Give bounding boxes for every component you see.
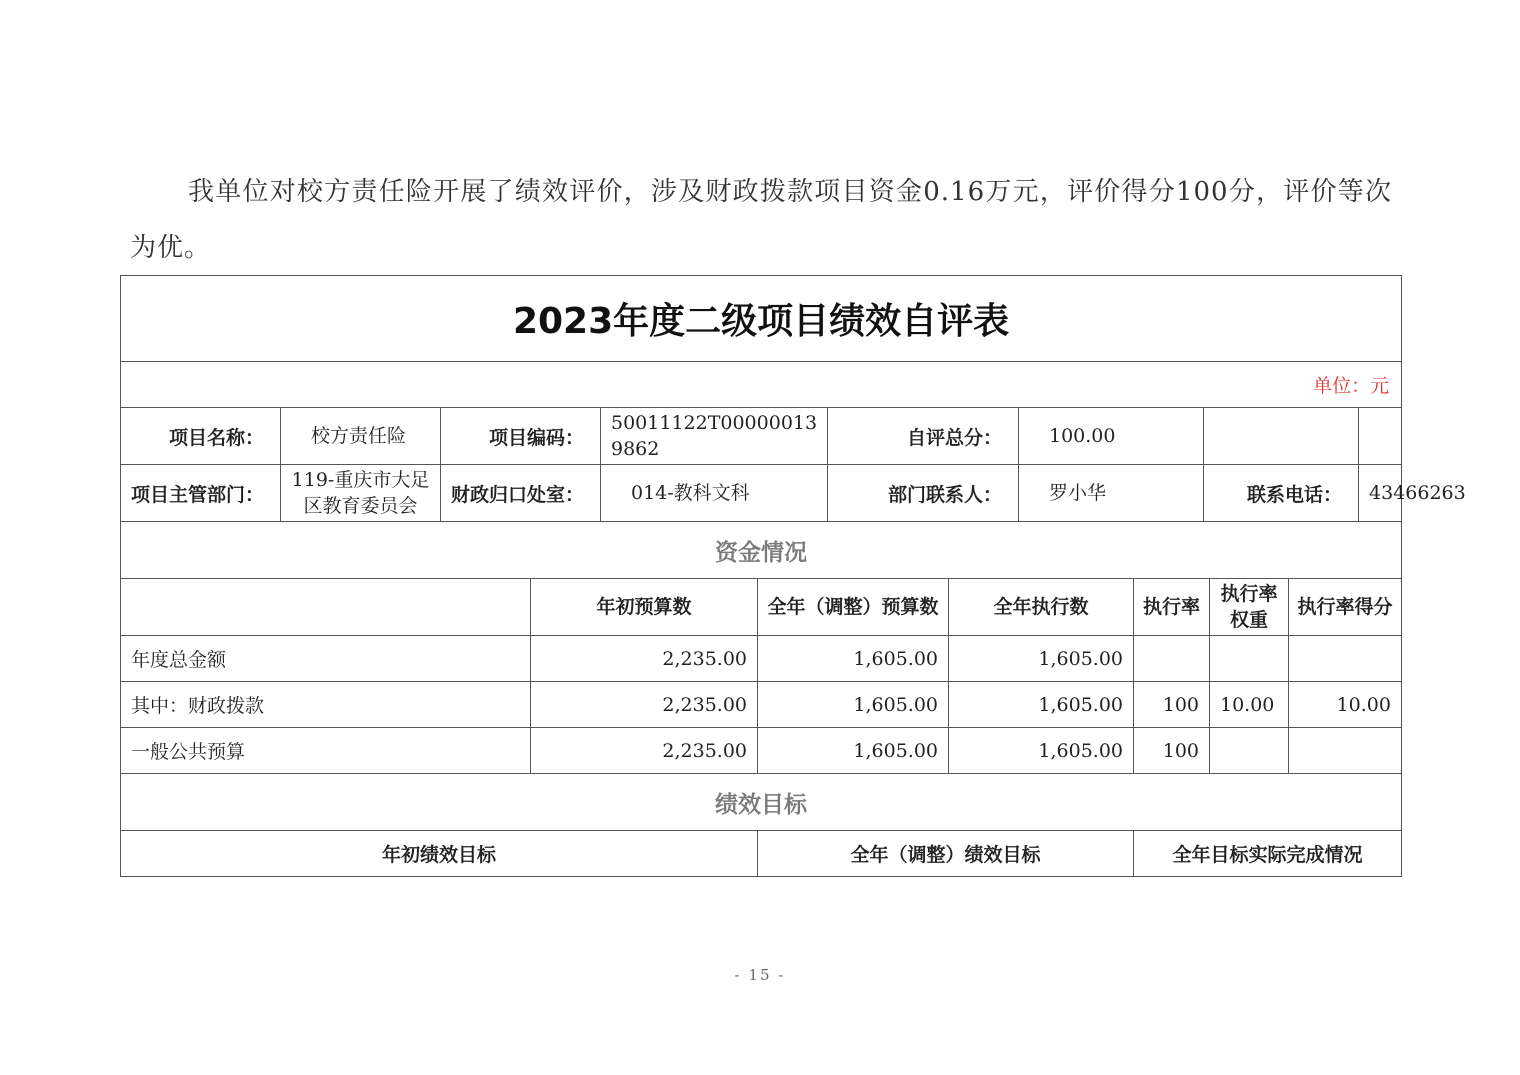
project-name-value: 校方责任险 bbox=[281, 408, 441, 465]
cell-initial-budget: 2,235.00 bbox=[531, 682, 758, 728]
funds-section-title: 资金情况 bbox=[121, 522, 1402, 579]
phone-value: 43466263 bbox=[1359, 465, 1402, 522]
contact-label: 部门联系人： bbox=[828, 465, 1019, 522]
goals-header-row bbox=[121, 831, 1402, 877]
row-label: 其中：财政拨款 bbox=[121, 682, 531, 728]
project-code-value: 50011122T000000139862 bbox=[601, 408, 828, 465]
cell-score: 10.00 bbox=[1289, 682, 1402, 728]
dept-value: 119-重庆市大足区教育委员会 bbox=[281, 465, 441, 522]
evaluation-table bbox=[120, 275, 1466, 579]
score-value: 100.00 bbox=[1019, 408, 1204, 465]
page-number: - 15 - bbox=[734, 966, 786, 984]
empty-cell bbox=[1359, 408, 1402, 465]
cell-weight: 10.00 bbox=[1210, 682, 1289, 728]
cell-exec-rate: 100 bbox=[1134, 682, 1210, 728]
score-label: 自评总分： bbox=[828, 408, 1019, 465]
cell-initial-budget: 2,235.00 bbox=[531, 728, 758, 774]
funds-header-cell: 执行率权重 bbox=[1210, 579, 1289, 636]
dept-label: 项目主管部门： bbox=[121, 465, 281, 522]
unit-label: 单位：元 bbox=[121, 362, 1402, 408]
cell-exec-rate: 100 bbox=[1134, 728, 1210, 774]
phone-label: 联系电话： bbox=[1204, 465, 1359, 522]
table-row bbox=[121, 728, 1402, 774]
cell-adjusted-budget: 1,605.00 bbox=[758, 636, 949, 682]
cell-weight bbox=[1210, 728, 1289, 774]
goals-header-cell: 年初绩效目标 bbox=[121, 831, 758, 877]
intro-paragraph: 我单位对校方责任险开展了绩效评价，涉及财政拨款项目资金0.16万元，评价得分100分，评价等次为优。 bbox=[130, 177, 1392, 263]
cell-adjusted-budget: 1,605.00 bbox=[758, 682, 949, 728]
cell-exec-rate bbox=[1134, 636, 1210, 682]
cell-executed: 1,605.00 bbox=[949, 682, 1134, 728]
info-row-1 bbox=[121, 408, 1402, 465]
funds-header-row bbox=[121, 579, 1402, 636]
funds-header-cell bbox=[121, 579, 531, 636]
cell-score bbox=[1289, 636, 1402, 682]
cell-initial-budget: 2,235.00 bbox=[531, 636, 758, 682]
row-label: 一般公共预算 bbox=[121, 728, 531, 774]
cell-executed: 1,605.00 bbox=[949, 636, 1134, 682]
funds-header-cell: 年初预算数 bbox=[531, 579, 758, 636]
row-label: 年度总金额 bbox=[121, 636, 531, 682]
cell-executed: 1,605.00 bbox=[949, 728, 1134, 774]
finance-office-value: 014-教科文科 bbox=[601, 465, 828, 522]
self-evaluation-form bbox=[120, 275, 1466, 877]
table-row bbox=[121, 636, 1402, 682]
contact-value: 罗小华 bbox=[1019, 465, 1204, 522]
info-row-2 bbox=[121, 465, 1402, 522]
project-name-label: 项目名称： bbox=[121, 408, 281, 465]
project-code-label: 项目编码： bbox=[441, 408, 601, 465]
funds-header-cell: 执行率 bbox=[1134, 579, 1210, 636]
funds-header-cell: 全年执行数 bbox=[949, 579, 1134, 636]
empty-cell bbox=[1204, 408, 1359, 465]
funds-header-cell: 执行率得分 bbox=[1289, 579, 1402, 636]
goals-section-title: 绩效目标 bbox=[121, 774, 1402, 831]
goals-header-cell: 全年目标实际完成情况 bbox=[1134, 831, 1402, 877]
funds-header-cell: 全年（调整）预算数 bbox=[758, 579, 949, 636]
table-row bbox=[121, 682, 1402, 728]
cell-weight bbox=[1210, 636, 1289, 682]
funds-table bbox=[120, 578, 1402, 877]
finance-office-label: 财政归口处室： bbox=[441, 465, 601, 522]
cell-adjusted-budget: 1,605.00 bbox=[758, 728, 949, 774]
goals-header-cell: 全年（调整）绩效目标 bbox=[758, 831, 1134, 877]
form-title: 2023年度二级项目绩效自评表 bbox=[121, 276, 1402, 362]
cell-score bbox=[1289, 728, 1402, 774]
